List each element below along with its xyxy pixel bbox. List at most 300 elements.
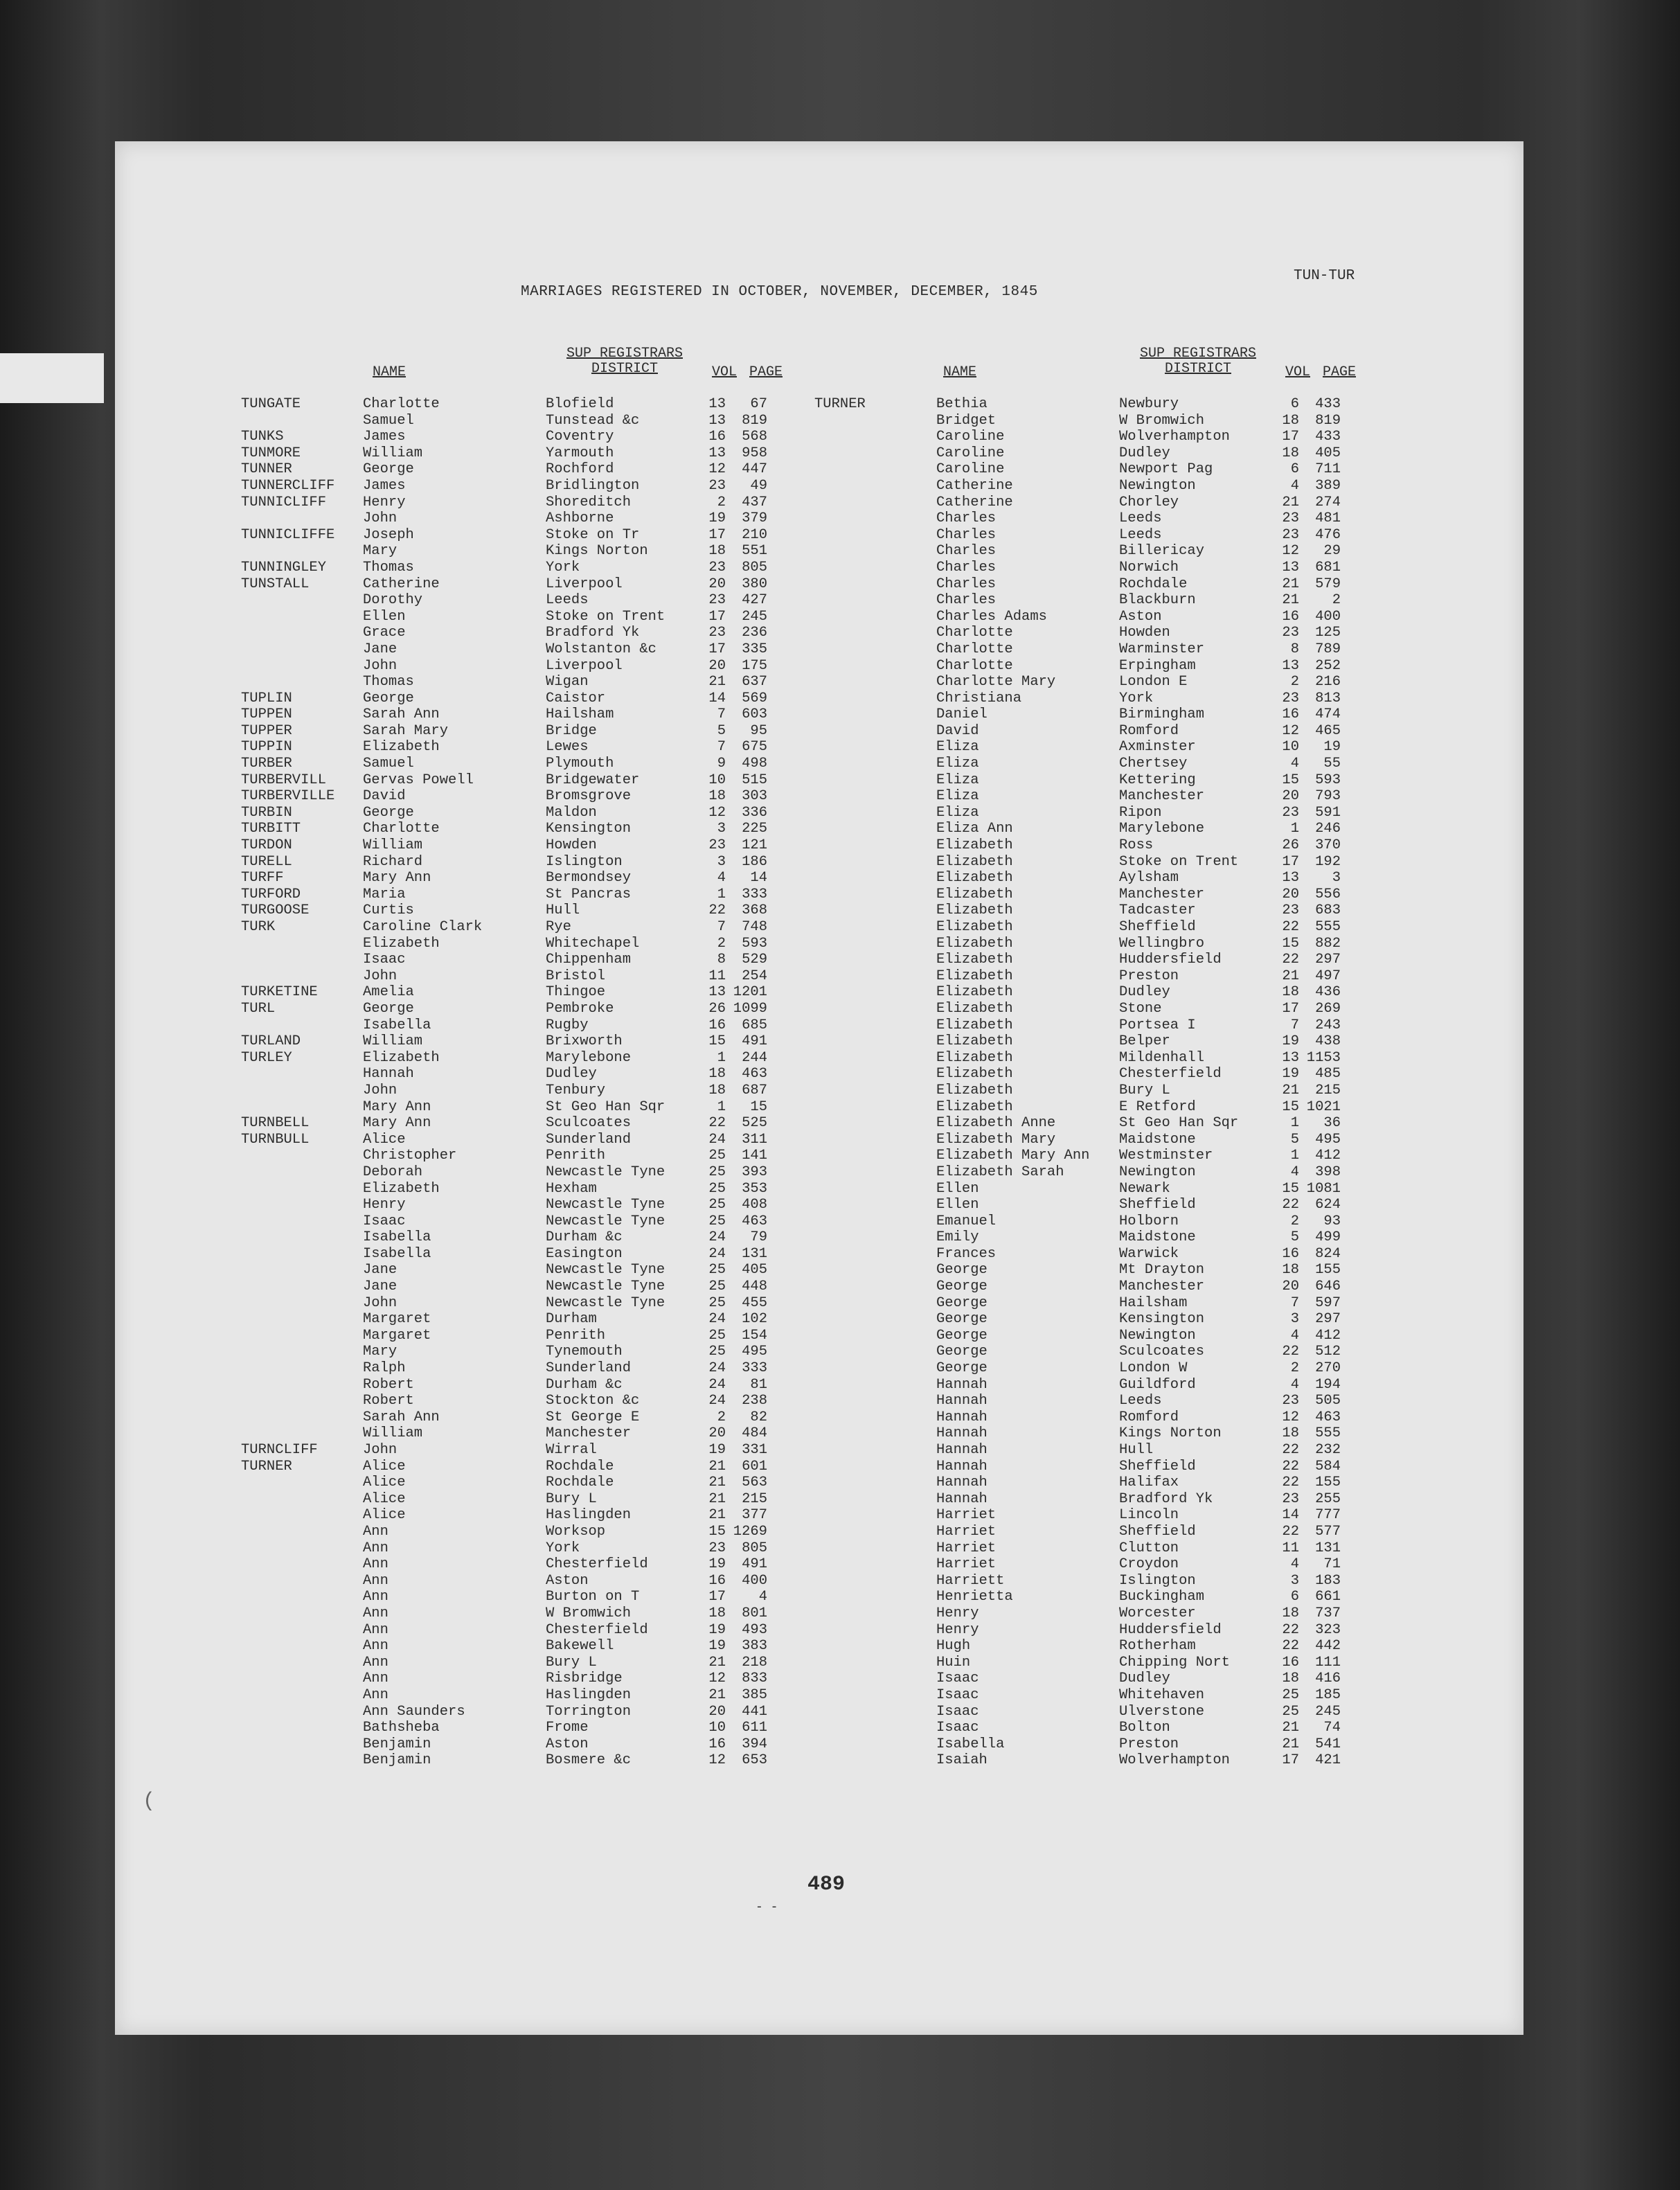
entry-given-name: Hannah — [363, 1066, 414, 1083]
entry-district: Croydon — [1119, 1556, 1179, 1573]
entry-given-name: Hannah — [936, 1475, 988, 1491]
entry-district: Aston — [546, 1736, 589, 1752]
entry-page-ref: 55 — [1323, 756, 1341, 772]
entry-district: Birmingham — [1119, 706, 1205, 723]
entry-row — [814, 527, 1368, 544]
entry-given-name: John — [363, 657, 397, 674]
entry-district: Newport Pag — [1119, 461, 1213, 478]
entry-page-ref: 246 — [1315, 821, 1341, 837]
entry-page-ref: 485 — [1315, 1066, 1341, 1083]
entry-page-ref: 777 — [1315, 1507, 1341, 1524]
entry-page-ref: 646 — [1315, 1279, 1341, 1295]
entry-page-ref: 370 — [1315, 837, 1341, 854]
entry-district: Bristol — [546, 968, 606, 984]
entry-volume: 7 — [1290, 1294, 1299, 1311]
entry-volume: 20 — [1282, 886, 1299, 902]
entry-page-ref: 563 — [742, 1475, 767, 1491]
film-edge — [0, 353, 104, 403]
entry-given-name: Ellen — [363, 608, 406, 625]
entry-volume: 13 — [708, 445, 726, 461]
entry-given-name: Elizabeth — [936, 1049, 1013, 1066]
entry-row — [814, 478, 1368, 495]
entry-given-name: William — [363, 1033, 423, 1050]
entry-volume: 22 — [1282, 1621, 1299, 1638]
entry-district: Sheffield — [1119, 919, 1196, 935]
entry-page-ref: 405 — [1315, 445, 1341, 461]
entry-page-ref: 568 — [742, 429, 767, 445]
entry-given-name: Ann — [363, 1605, 388, 1621]
entry-page-ref: 79 — [750, 1229, 767, 1246]
entry-row — [814, 854, 1368, 871]
entry-page-ref: 236 — [742, 625, 767, 641]
entry-row — [814, 658, 1368, 675]
entry-page-ref: 412 — [1315, 1327, 1341, 1344]
entry-given-name: Charles — [936, 526, 997, 543]
index-range-code: TUN-TUR — [1294, 268, 1355, 284]
entry-volume: 11 — [708, 968, 726, 984]
entry-district: Tunstead &c — [546, 412, 640, 429]
entry-district: Chorley — [1119, 494, 1179, 510]
entry-page-ref: 232 — [1315, 1442, 1341, 1458]
entry-district: Ripon — [1119, 804, 1162, 821]
entry-page-ref: 1081 — [1306, 1180, 1341, 1197]
entry-row — [814, 543, 1368, 560]
entry-volume: 21 — [1282, 576, 1299, 592]
entry-district: Ross — [1119, 837, 1154, 854]
entry-given-name: Joseph — [363, 526, 414, 543]
entry-district: Halifax — [1119, 1475, 1179, 1491]
entry-given-name: John — [363, 1294, 397, 1311]
entry-page-ref: 394 — [742, 1736, 767, 1752]
entry-surname: TURDON — [241, 837, 292, 854]
entry-page-ref: 805 — [742, 559, 767, 576]
entry-page-ref: 243 — [1315, 1017, 1341, 1033]
entry-given-name: Ellen — [936, 1180, 979, 1197]
entry-district: Wirral — [546, 1442, 597, 1458]
entry-district: Preston — [1119, 1736, 1179, 1752]
entry-volume: 13 — [1282, 1049, 1299, 1066]
entry-district: Shoreditch — [546, 494, 632, 510]
entry-page-ref: 455 — [742, 1294, 767, 1311]
entry-page-ref: 216 — [1315, 674, 1341, 691]
entry-row — [814, 1164, 1368, 1181]
entry-volume: 2 — [1290, 674, 1299, 691]
entry-page-ref: 1153 — [1306, 1049, 1341, 1066]
entry-district: Rotherham — [1119, 1638, 1196, 1655]
entry-page-ref: 653 — [742, 1752, 767, 1769]
entry-row — [241, 478, 795, 495]
entry-volume: 12 — [708, 804, 726, 821]
entry-page-ref: 14 — [750, 870, 767, 887]
entry-district: W Bromwich — [1119, 412, 1205, 429]
entry-page-ref: 685 — [742, 1017, 767, 1033]
entry-surname: TURFORD — [241, 886, 301, 902]
entry-volume: 21 — [708, 1686, 726, 1703]
entry-district: Ulverstone — [1119, 1703, 1205, 1720]
entry-page-ref: 2 — [1332, 592, 1341, 609]
entry-page-ref: 601 — [742, 1458, 767, 1475]
entry-row — [814, 1704, 1368, 1720]
entry-volume: 19 — [1282, 1066, 1299, 1083]
entry-given-name: Ann — [363, 1621, 388, 1638]
entry-given-name: Harriet — [936, 1556, 997, 1573]
entry-volume: 24 — [708, 1360, 726, 1377]
entry-district: Lincoln — [1119, 1507, 1179, 1524]
entry-surname: TURNER — [814, 396, 866, 412]
entry-row — [814, 429, 1368, 445]
entry-volume: 18 — [1282, 1671, 1299, 1687]
entry-volume: 3 — [1290, 1311, 1299, 1328]
entry-surname: TURELL — [241, 853, 292, 870]
entry-page-ref: 476 — [1315, 526, 1341, 543]
entry-given-name: Eliza — [936, 756, 979, 772]
entry-volume: 1 — [717, 1049, 726, 1066]
entry-given-name: Isaac — [363, 1213, 406, 1229]
entry-row — [241, 1148, 795, 1164]
entry-district: Newcastle Tyne — [546, 1164, 665, 1180]
entry-row — [814, 1752, 1368, 1769]
entry-page-ref: 1269 — [733, 1523, 767, 1540]
entry-surname: TURNER — [241, 1458, 292, 1475]
entry-district: Newcastle Tyne — [546, 1279, 665, 1295]
entry-volume: 7 — [717, 919, 726, 935]
entry-district: St George E — [546, 1409, 640, 1425]
entry-given-name: Ann — [363, 1638, 388, 1655]
entry-page-ref: 958 — [742, 445, 767, 461]
entry-district: Stoke on Trent — [1119, 853, 1239, 870]
entry-volume: 22 — [1282, 1458, 1299, 1475]
entry-volume: 21 — [708, 1654, 726, 1671]
entry-page-ref: 71 — [1323, 1556, 1341, 1573]
entry-district: Erpingham — [1119, 657, 1196, 674]
entry-row — [814, 870, 1368, 887]
entry-volume: 22 — [708, 1115, 726, 1132]
entry-volume: 17 — [708, 641, 726, 657]
entry-district: Sculcoates — [1119, 1344, 1205, 1360]
entry-page-ref: 416 — [1315, 1671, 1341, 1687]
entry-page-ref: 515 — [742, 772, 767, 788]
entry-district: Stone — [1119, 1000, 1162, 1017]
entry-district: Torrington — [546, 1703, 632, 1720]
entry-surname: TURLAND — [241, 1033, 301, 1050]
entry-district: York — [546, 559, 580, 576]
entry-district: Wigan — [546, 674, 589, 691]
entry-volume: 18 — [1282, 1425, 1299, 1442]
entry-page-ref: 192 — [1315, 853, 1341, 870]
entry-given-name: Charles — [936, 510, 997, 527]
entry-volume: 3 — [717, 853, 726, 870]
entry-given-name: Ann — [363, 1654, 388, 1671]
entry-row — [814, 1083, 1368, 1099]
entry-given-name: Elizabeth — [936, 870, 1013, 887]
entry-row — [814, 968, 1368, 985]
entry-row — [814, 1573, 1368, 1590]
entry-row — [241, 1425, 795, 1442]
entry-district: Manchester — [546, 1425, 632, 1442]
entry-volume: 2 — [1290, 1360, 1299, 1377]
entry-volume: 16 — [708, 1572, 726, 1589]
entry-district: Newington — [1119, 1327, 1196, 1344]
entry-given-name: George — [936, 1279, 988, 1295]
entry-page-ref: 333 — [742, 1360, 767, 1377]
entry-district: Brixworth — [546, 1033, 623, 1050]
entry-volume: 23 — [1282, 1393, 1299, 1409]
entry-row — [814, 1425, 1368, 1442]
right-entry-list — [814, 396, 1368, 1769]
entry-volume: 20 — [708, 1703, 726, 1720]
entry-given-name: Grace — [363, 625, 406, 641]
entry-page-ref: 438 — [1315, 1033, 1341, 1050]
entry-volume: 23 — [1282, 625, 1299, 641]
entry-volume: 4 — [1290, 1327, 1299, 1344]
entry-page-ref: 125 — [1315, 625, 1341, 641]
entry-page-ref: 481 — [1315, 510, 1341, 527]
entry-district: Bradford Yk — [1119, 1490, 1213, 1507]
entry-given-name: Hannah — [936, 1425, 988, 1442]
entry-district: Warminster — [1119, 641, 1205, 657]
entry-row — [814, 1720, 1368, 1736]
entry-district: Sunderland — [546, 1131, 632, 1148]
left-name-header: NAME — [373, 364, 406, 380]
entry-district: Newark — [1119, 1180, 1170, 1197]
entry-given-name: Alice — [363, 1507, 406, 1524]
entry-page-ref: 491 — [742, 1033, 767, 1050]
entry-row — [814, 706, 1368, 723]
entry-page-ref: 254 — [742, 968, 767, 984]
entry-given-name: Benjamin — [363, 1736, 431, 1752]
entry-given-name: Catherine — [936, 477, 1013, 494]
entry-surname: TUPPIN — [241, 739, 292, 756]
entry-row — [814, 1655, 1368, 1671]
entry-given-name: David — [363, 788, 406, 805]
entry-row — [814, 1181, 1368, 1198]
entry-district: St Pancras — [546, 886, 632, 902]
entry-row — [814, 821, 1368, 837]
entry-district: Bermondsey — [546, 870, 632, 887]
entry-page-ref: 185 — [1315, 1686, 1341, 1703]
entry-page-ref: 579 — [1315, 576, 1341, 592]
left-vol-header: VOL — [712, 364, 738, 380]
entry-page-ref: 1099 — [733, 1000, 767, 1017]
entry-district: Newcastle Tyne — [546, 1197, 665, 1213]
entry-page-ref: 442 — [1315, 1638, 1341, 1655]
entry-district: Hexham — [546, 1180, 597, 1197]
entry-row — [241, 1459, 795, 1475]
entry-row — [814, 1360, 1368, 1377]
entry-district: Wellingbro — [1119, 935, 1205, 952]
entry-given-name: Elizabeth — [936, 935, 1013, 952]
entry-page-ref: 93 — [1323, 1213, 1341, 1229]
entry-page-ref: 245 — [742, 608, 767, 625]
entry-district: Sunderland — [546, 1360, 632, 1377]
entry-row — [814, 1197, 1368, 1213]
entry-volume: 15 — [1282, 772, 1299, 788]
entry-given-name: Ann — [363, 1671, 388, 1687]
entry-volume: 25 — [1282, 1686, 1299, 1703]
entry-given-name: George — [936, 1344, 988, 1360]
entry-volume: 22 — [1282, 1442, 1299, 1458]
entry-given-name: Daniel — [936, 706, 988, 723]
entry-given-name: Charles — [936, 576, 997, 592]
entry-volume: 18 — [708, 1082, 726, 1098]
entry-given-name: Charles — [936, 543, 997, 560]
entry-page-ref: 102 — [742, 1311, 767, 1328]
entry-district: Worcester — [1119, 1605, 1196, 1621]
entry-row — [814, 1132, 1368, 1148]
entry-district: Thingoe — [546, 984, 606, 1001]
entry-surname: TUNNINGLEY — [241, 559, 327, 576]
entry-surname: TUNKS — [241, 429, 284, 445]
entry-row — [241, 870, 795, 887]
entry-row — [814, 461, 1368, 478]
entry-given-name: Ann — [363, 1686, 388, 1703]
entry-volume: 25 — [708, 1197, 726, 1213]
entry-district: Lewes — [546, 739, 589, 756]
entry-page-ref: 495 — [742, 1344, 767, 1360]
entry-row — [241, 1671, 795, 1687]
entry-volume: 5 — [1290, 1131, 1299, 1148]
entry-row — [241, 1409, 795, 1426]
entry-district: Rochdale — [546, 1458, 614, 1475]
entry-volume: 23 — [1282, 1490, 1299, 1507]
entry-page-ref: 593 — [1315, 772, 1341, 788]
entry-volume: 23 — [1282, 902, 1299, 919]
left-entry-list — [241, 396, 795, 1769]
entry-given-name: Jane — [363, 1262, 397, 1279]
entry-row — [241, 1066, 795, 1083]
entry-district: Sheffield — [1119, 1458, 1196, 1475]
entry-district: Rye — [546, 919, 571, 935]
entry-volume: 20 — [708, 1425, 726, 1442]
entry-volume: 4 — [1290, 1164, 1299, 1180]
entry-page-ref: 141 — [742, 1148, 767, 1164]
entry-district: Howden — [1119, 625, 1170, 641]
entry-district: Durham — [546, 1311, 597, 1328]
entry-row — [814, 576, 1368, 593]
entry-page-ref: 131 — [1315, 1540, 1341, 1556]
entry-district: Bury L — [1119, 1082, 1170, 1098]
entry-district: E Retford — [1119, 1098, 1196, 1115]
entry-district: Dudley — [546, 1066, 597, 1083]
entry-volume: 25 — [708, 1262, 726, 1279]
entry-district: Kings Norton — [1119, 1425, 1222, 1442]
entry-district: Marylebone — [546, 1049, 632, 1066]
entry-row — [241, 887, 795, 903]
entry-volume: 10 — [1282, 739, 1299, 756]
entry-page-ref: 748 — [742, 919, 767, 935]
entry-district: Maidstone — [1119, 1131, 1196, 1148]
entry-district: Sheffield — [1119, 1197, 1196, 1213]
entry-page-ref: 687 — [742, 1082, 767, 1098]
entry-district: Preston — [1119, 968, 1179, 984]
entry-district: Pembroke — [546, 1000, 614, 1017]
entry-row — [241, 723, 795, 740]
entry-row — [241, 968, 795, 985]
entry-district: Tenbury — [546, 1082, 606, 1098]
entry-row — [241, 788, 795, 805]
entry-row — [241, 1573, 795, 1590]
entry-district: Durham &c — [546, 1229, 623, 1246]
entry-row — [814, 805, 1368, 821]
entry-page-ref: 389 — [1315, 477, 1341, 494]
entry-page-ref: 555 — [1315, 919, 1341, 935]
entry-volume: 25 — [708, 1148, 726, 1164]
entry-given-name: Jane — [363, 641, 397, 657]
entry-page-ref: 447 — [742, 461, 767, 478]
entry-given-name: Bridget — [936, 412, 997, 429]
entry-page-ref: 681 — [1315, 559, 1341, 576]
entry-page-ref: 569 — [742, 690, 767, 706]
entry-page-ref: 155 — [1315, 1262, 1341, 1279]
entry-district: Romford — [1119, 722, 1179, 739]
entry-given-name: Deborah — [363, 1164, 423, 1180]
entry-row — [241, 952, 795, 968]
entry-volume: 23 — [708, 477, 726, 494]
entry-row — [241, 691, 795, 707]
entry-volume: 24 — [708, 1245, 726, 1262]
entry-district: Marylebone — [1119, 821, 1205, 837]
entry-page-ref: 331 — [742, 1442, 767, 1458]
entry-volume: 16 — [1282, 1245, 1299, 1262]
entry-row — [814, 902, 1368, 919]
entry-given-name: Thomas — [363, 559, 414, 576]
entry-given-name: Isabella — [936, 1736, 1005, 1752]
entry-page-ref: 154 — [742, 1327, 767, 1344]
entry-district: Islington — [546, 853, 623, 870]
entry-page-ref: 498 — [742, 756, 767, 772]
entry-volume: 18 — [708, 543, 726, 560]
entry-page-ref: 593 — [742, 935, 767, 952]
entry-district: Wolverhampton — [1119, 1752, 1230, 1769]
entry-row — [241, 1589, 795, 1605]
entry-row — [241, 1083, 795, 1099]
entry-given-name: Charlotte Mary — [936, 674, 1056, 691]
entry-volume: 17 — [1282, 1000, 1299, 1017]
entry-volume: 22 — [1282, 952, 1299, 968]
entry-surname: TURNBELL — [241, 1115, 310, 1132]
entry-page-ref: 789 — [1315, 641, 1341, 657]
entry-district: Leeds — [1119, 526, 1162, 543]
entry-district: Chesterfield — [1119, 1066, 1222, 1083]
entry-volume: 15 — [1282, 1180, 1299, 1197]
entry-given-name: Alice — [363, 1458, 406, 1475]
entry-volume: 17 — [1282, 1752, 1299, 1769]
entry-volume: 21 — [1282, 1720, 1299, 1736]
entry-row — [241, 1442, 795, 1459]
entry-district: Blofield — [546, 396, 614, 412]
entry-surname: TUNNICLIFF — [241, 494, 327, 510]
entry-given-name: Ann Saunders — [363, 1703, 465, 1720]
entry-volume: 13 — [1282, 870, 1299, 887]
entry-given-name: Margaret — [363, 1327, 431, 1344]
entry-volume: 13 — [1282, 657, 1299, 674]
entry-surname: TUNNICLIFFE — [241, 526, 335, 543]
entry-volume: 15 — [1282, 935, 1299, 952]
entry-district: Manchester — [1119, 1279, 1205, 1295]
entry-surname: TURKETINE — [241, 984, 318, 1001]
entry-given-name: Isabella — [363, 1017, 431, 1033]
entry-page-ref: 49 — [750, 477, 767, 494]
entry-row — [241, 984, 795, 1001]
entry-page-ref: 819 — [742, 412, 767, 429]
entry-volume: 2 — [717, 494, 726, 510]
entry-district: Ashborne — [546, 510, 614, 527]
entry-row — [241, 706, 795, 723]
entry-page-ref: 379 — [742, 510, 767, 527]
entry-volume: 20 — [1282, 788, 1299, 805]
entry-row — [241, 1229, 795, 1246]
entry-volume: 18 — [708, 1066, 726, 1083]
